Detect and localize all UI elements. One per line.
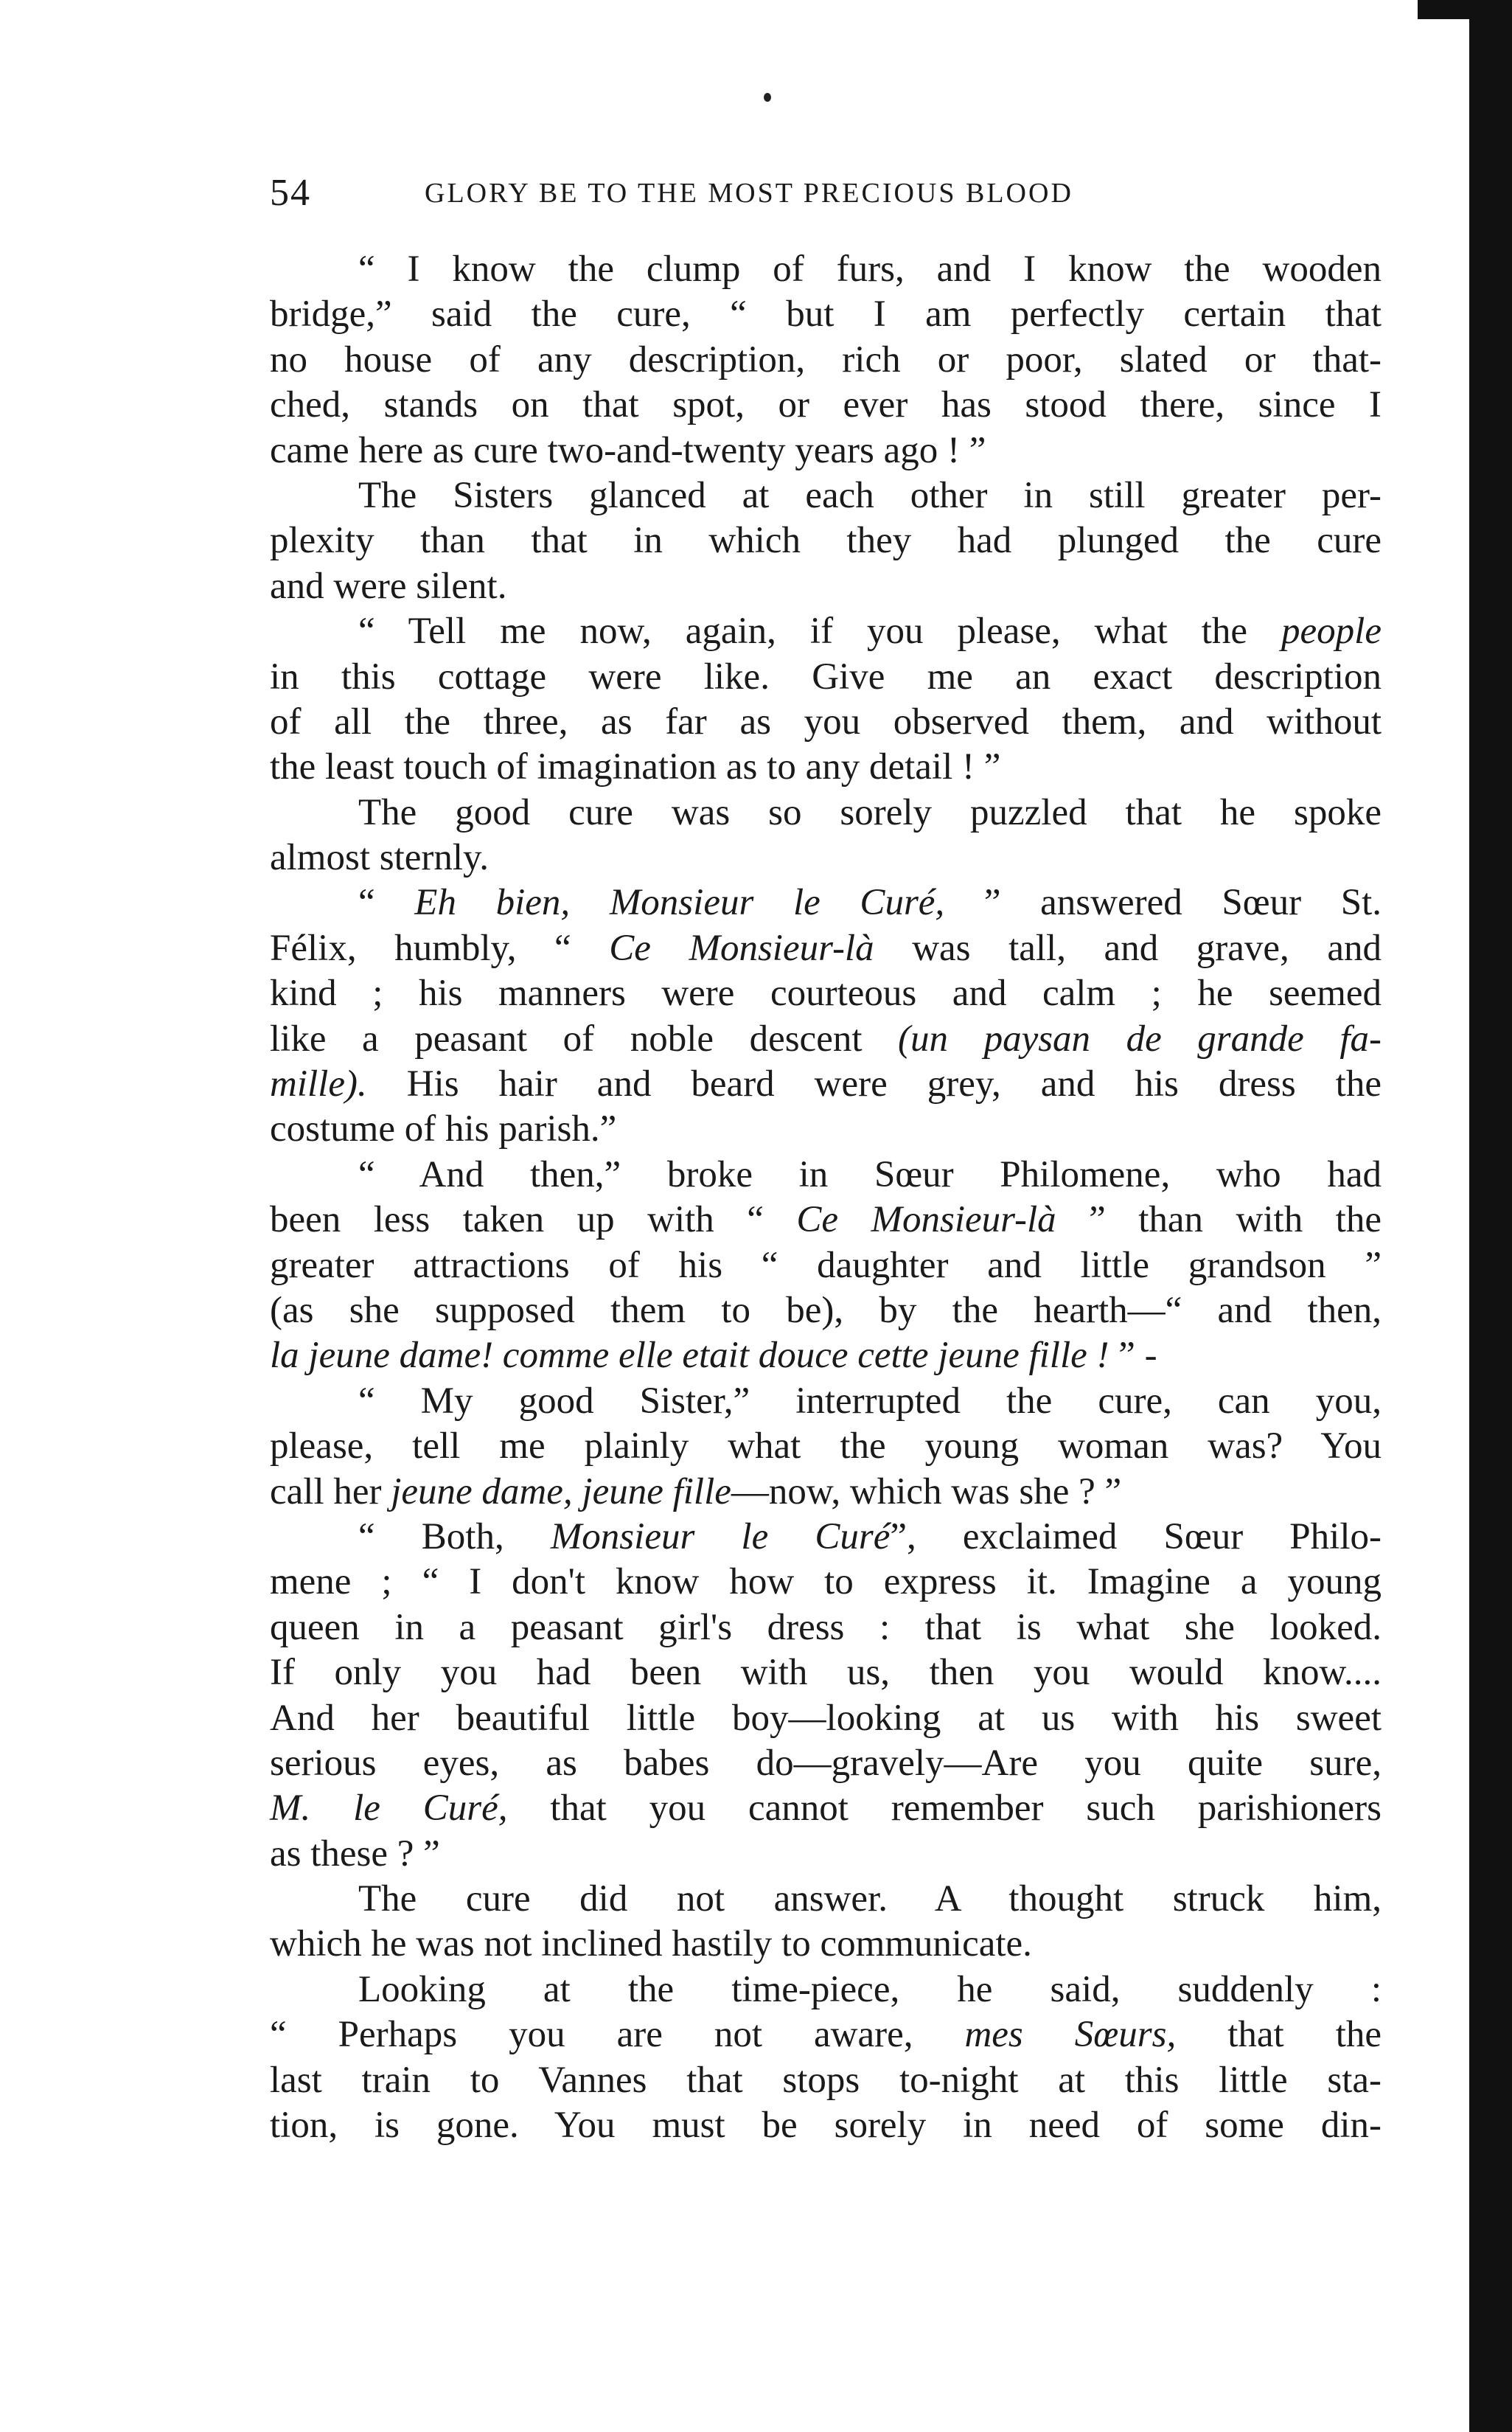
text-line [270,338,1382,383]
text-segment: was tall, and grave, and [874,927,1382,969]
text-line [270,1922,1382,1967]
text-line [270,1605,1382,1650]
text-line [270,1515,1382,1560]
text-line [270,1379,1382,1424]
italic-text: Monsieur le Curé [550,1515,891,1557]
text-segment: costume of his parish.” [270,1108,617,1150]
italic-text: mes Sœurs, [964,2014,1177,2056]
text-segment: ” - [1109,1335,1157,1377]
italic-text: jeune dame, jeune fille [391,1470,731,1512]
text-line [270,1198,1382,1243]
text-line [270,292,1382,337]
body-text [270,247,1382,2148]
text-segment: The good cure was so sorely puzzled that he spoke [358,791,1382,833]
italic-text: Eh bien, Monsieur le Curé, [414,882,945,924]
text-segment: which he was not inclined hastily to communicate. [270,1923,1032,1965]
page-edge-notch [1418,0,1469,19]
text-line [270,1153,1382,1198]
text-segment: the least touch of imagination as to any detail ! ” [270,746,1001,788]
text-segment: —now, which was she ? ” [731,1470,1122,1512]
text-segment: kind ; his manners were courteous and calm ; he seemed [270,973,1382,1015]
text-line [270,971,1382,1016]
text-segment: “ [358,882,415,924]
text-line [270,1017,1382,1062]
text-line [270,926,1382,971]
italic-text: people [1281,611,1382,653]
page-edge-shadow [1469,0,1512,2432]
text-segment: came here as cure two-and-twenty years ago ! ” [270,429,986,471]
text-line [270,1243,1382,1288]
text-line [270,745,1382,790]
text-line [270,383,1382,428]
text-segment: been less taken up with “ [270,1199,797,1241]
italic-text: M. le Curé, [270,1787,508,1830]
text-segment: And her beautiful little boy—looking at us with his sweet [270,1697,1382,1739]
text-segment: If only you had been with us, then you would know.... [270,1652,1382,1694]
text-line [270,1560,1382,1605]
text-line [270,473,1382,518]
text-segment: in this cottage were like. Give me an exact description [270,656,1382,698]
text-segment: serious eyes, as babes do—gravely—Are you quite sure, [270,1742,1382,1784]
italic-text: Ce Monsieur-là [609,927,874,969]
text-segment: please, tell me plainly what the young woman was? You [270,1425,1382,1467]
text-line [270,1288,1382,1333]
text-segment: The cure did not answer. A thought struck him, [358,1878,1382,1920]
text-segment: “ I know the clump of furs, and I know the wooden [358,249,1382,290]
text-segment: almost sternly. [270,837,489,879]
text-segment: His hair and beard were grey, and his dress the [366,1063,1382,1105]
text-line [270,1470,1382,1515]
text-line [270,1832,1382,1877]
text-segment: ”, exclaimed Sœur Philo- [890,1515,1382,1557]
text-segment: and were silent. [270,565,507,607]
text-line [270,1333,1382,1378]
text-line [270,1062,1382,1107]
text-segment: tion, is gone. You must be sorely in need of some din- [270,2105,1382,2147]
text-segment: as these ? ” [270,1832,440,1875]
text-line [270,880,1382,925]
text-line [270,1650,1382,1695]
text-line [270,609,1382,654]
text-segment: no house of any description, rich or poor, slated or that- [270,338,1382,381]
text-segment: queen in a peasant girl's dress : that is what she looked. [270,1606,1382,1648]
text-segment: “ And then,” broke in Sœur Philomene, who had [358,1153,1382,1195]
page-header [270,171,1221,215]
text-line [270,700,1382,745]
text-line [270,1107,1382,1152]
text-segment: ched, stands on that spot, or ever has stood there, since I [270,384,1382,426]
text-segment: “ My good Sister,” interrupted the cure, can you, [358,1380,1382,1422]
text-segment: last train to Vannes that stops to-night at this little sta- [270,2059,1382,2101]
text-line [270,1696,1382,1741]
ink-speck [764,93,771,102]
text-segment: that the [1176,2014,1382,2056]
text-segment: “ Tell me now, again, if you please, what the [358,611,1282,653]
text-line [270,564,1382,609]
text-segment: greater attractions of his “ daughter and little grandson ” [270,1244,1382,1286]
text-segment: “ Both, [358,1515,551,1557]
text-line [270,2012,1382,2057]
page-number: 54 [270,172,311,214]
text-segment: plexity than that in which they had plunged the cure [270,520,1382,562]
text-segment: Looking at the time-piece, he said, suddenly : [358,1968,1382,2010]
text-line [270,428,1382,473]
italic-text: (un paysan de grande fa- [898,1018,1382,1060]
text-segment: ” answered Sœur St. [944,882,1382,924]
text-segment: The Sisters glanced at each other in still greater per- [358,474,1382,516]
text-line [270,835,1382,880]
text-line [270,518,1382,563]
text-line [270,247,1382,292]
text-line [270,1967,1382,2012]
text-segment: ” than with the [1056,1199,1382,1241]
text-line [270,1877,1382,1922]
running-head: GLORY BE TO THE MOST PRECIOUS BLOOD [425,178,1073,209]
text-line [270,2058,1382,2103]
text-line [270,791,1382,835]
text-segment: mene ; “ I don't know how to express it. Imagine a young [270,1561,1382,1603]
text-line [270,1424,1382,1469]
text-line [270,2103,1382,2148]
text-segment: of all the three, as far as you observed them, and without [270,701,1382,743]
text-segment: (as she supposed them to be), by the hearth—“ and then, [270,1289,1382,1331]
text-line [270,1786,1382,1831]
text-segment: bridge,” said the cure, “ but I am perfectly certain that [270,293,1382,336]
text-line [270,1741,1382,1786]
text-segment: Félix, humbly, “ [270,927,610,969]
text-segment: that you cannot remember such parishioners [507,1787,1382,1830]
text-line [270,655,1382,700]
text-segment: “ Perhaps you are not aware, [270,2014,965,2056]
text-segment: like a peasant of noble descent [270,1018,899,1060]
italic-text: la jeune dame! comme elle etait douce cette jeune fille ! [270,1335,1109,1377]
italic-text: Ce Monsieur-là [796,1199,1056,1241]
text-segment: call her [270,1470,391,1512]
italic-text: mille). [270,1063,367,1105]
